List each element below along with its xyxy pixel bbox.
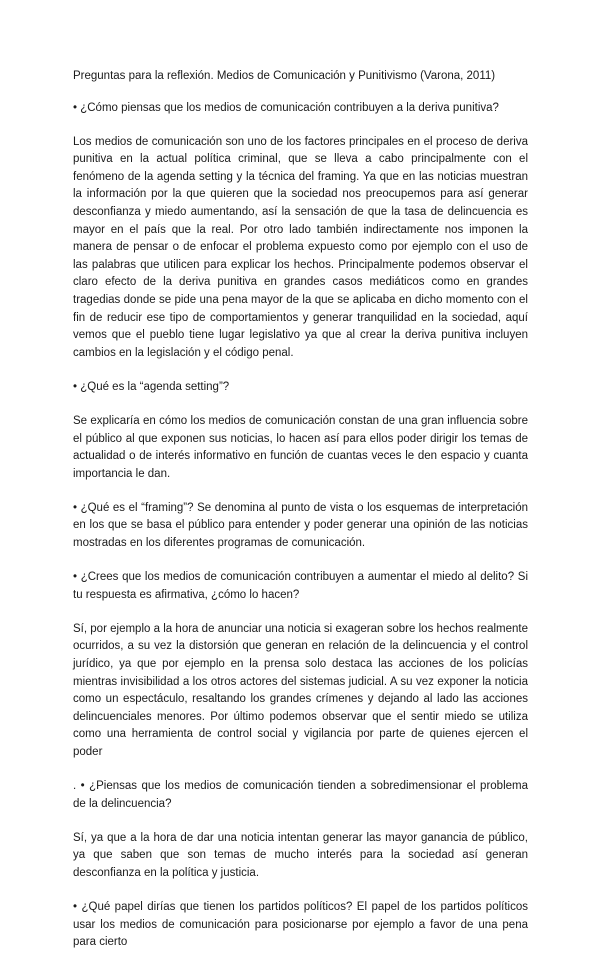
- document-title: Preguntas para la reflexión. Medios de Comunicación y Punitivismo (Varona, 2011): [73, 70, 496, 82]
- question-political-parties: • ¿Qué papel dirías que tienen los partidos políticos? El papel de los partidos políticos usar los medios de comunicación para posicionarse por ejemplo a favor de una pena para cierto: [73, 901, 528, 949]
- question-agenda-setting: • ¿Qué es la “agenda setting”?: [73, 380, 230, 393]
- answer-media-punitive-drift: Los medios de comunicación son uno de los factores principales en el proceso de deriva punitiva en la actual política criminal, que se lleva a cabo principalmente con el fenómeno de la agenda setting y la técnica del framing. Ya que en las noticias muestran la información por la que quieren que la sociedad nos preocupemos para así generar desconfianza y miedo aumentando, así la sensación de que la tasa de delincuencia es mayor en el país que la real. Por otro lado también indirectamente nos imponen la manera de pensar o de enfocar el problema expuesto como por ejemplo con el uso de las palabras que utilicen para explicar los hechos. Principalmente podemos observar el claro efecto de la deriva punitiva en grandes casos mediáticos como en grandes tragedias donde se pide una pena mayor de la que se aplicaba en dicho momento con el fin de reducir ese tipo de comportamientos y generar tranquilidad en la sociedad, aquí vemos que el pueblo tiene lugar legislativo ya que al crear la deriva punitiva incluyen cambios en la legislación y el código penal.: [73, 135, 528, 359]
- answer-agenda-setting: Se explicaría en cómo los medios de comunicación constan de una gran influencia sobre el público al que exponen sus noticias, lo hacen así para ellos poder dirigir los temas de actualidad o de interés informativo en función de cuantas veces le den espacio y cuanta importancia le dan.: [73, 415, 528, 480]
- question-fear-of-crime: • ¿Crees que los medios de comunicación contribuyen a aumentar el miedo al delito? Si tu respuesta es afirmativa, ¿cómo lo hacen?: [73, 571, 528, 601]
- question-answer-framing: • ¿Qué es el “framing”? Se denomina al punto de vista o los esquemas de interpretación en los que se basa el público para entender y poder generar una opinión de las noticias mostradas en los diferentes programas de comunicación.: [73, 501, 528, 550]
- question-overstate-crime: . • ¿Piensas que los medios de comunicación tienden a sobredimensionar el problema de la delincuencia?: [73, 780, 528, 810]
- document-body: [73, 68, 528, 968]
- answer-overstate-crime: Sí, ya que a la hora de dar una noticia intentan generar las mayor ganancia de público, ya que saben que son temas de mucho interés para la sociedad así generan desconfianza en la política y justicia.: [73, 831, 528, 879]
- question-media-punitive-drift: • ¿Cómo piensas que los medios de comunicación contribuyen a la deriva punitiva?: [73, 101, 499, 114]
- answer-fear-of-crime: Sí, por ejemplo a la hora de anunciar una noticia si exageran sobre los hechos realmente ocurridos, a su vez la distorsión que generan en relación de la delincuencia y el control jurídico, ya que por ejemplo en la prensa solo destaca las acciones de los policías mientras invisibilidad a los otros actores del sistemas judicial. A su vez exponer la noticia como un espectáculo, resaltando los grandes crímenes y dejando al lado las acciones delincuenciales menores. Por último podemos observar que el sentir miedo se utiliza como una herramienta de control social y vigilancia por parte de quienes ejercen el poder: [73, 622, 528, 758]
